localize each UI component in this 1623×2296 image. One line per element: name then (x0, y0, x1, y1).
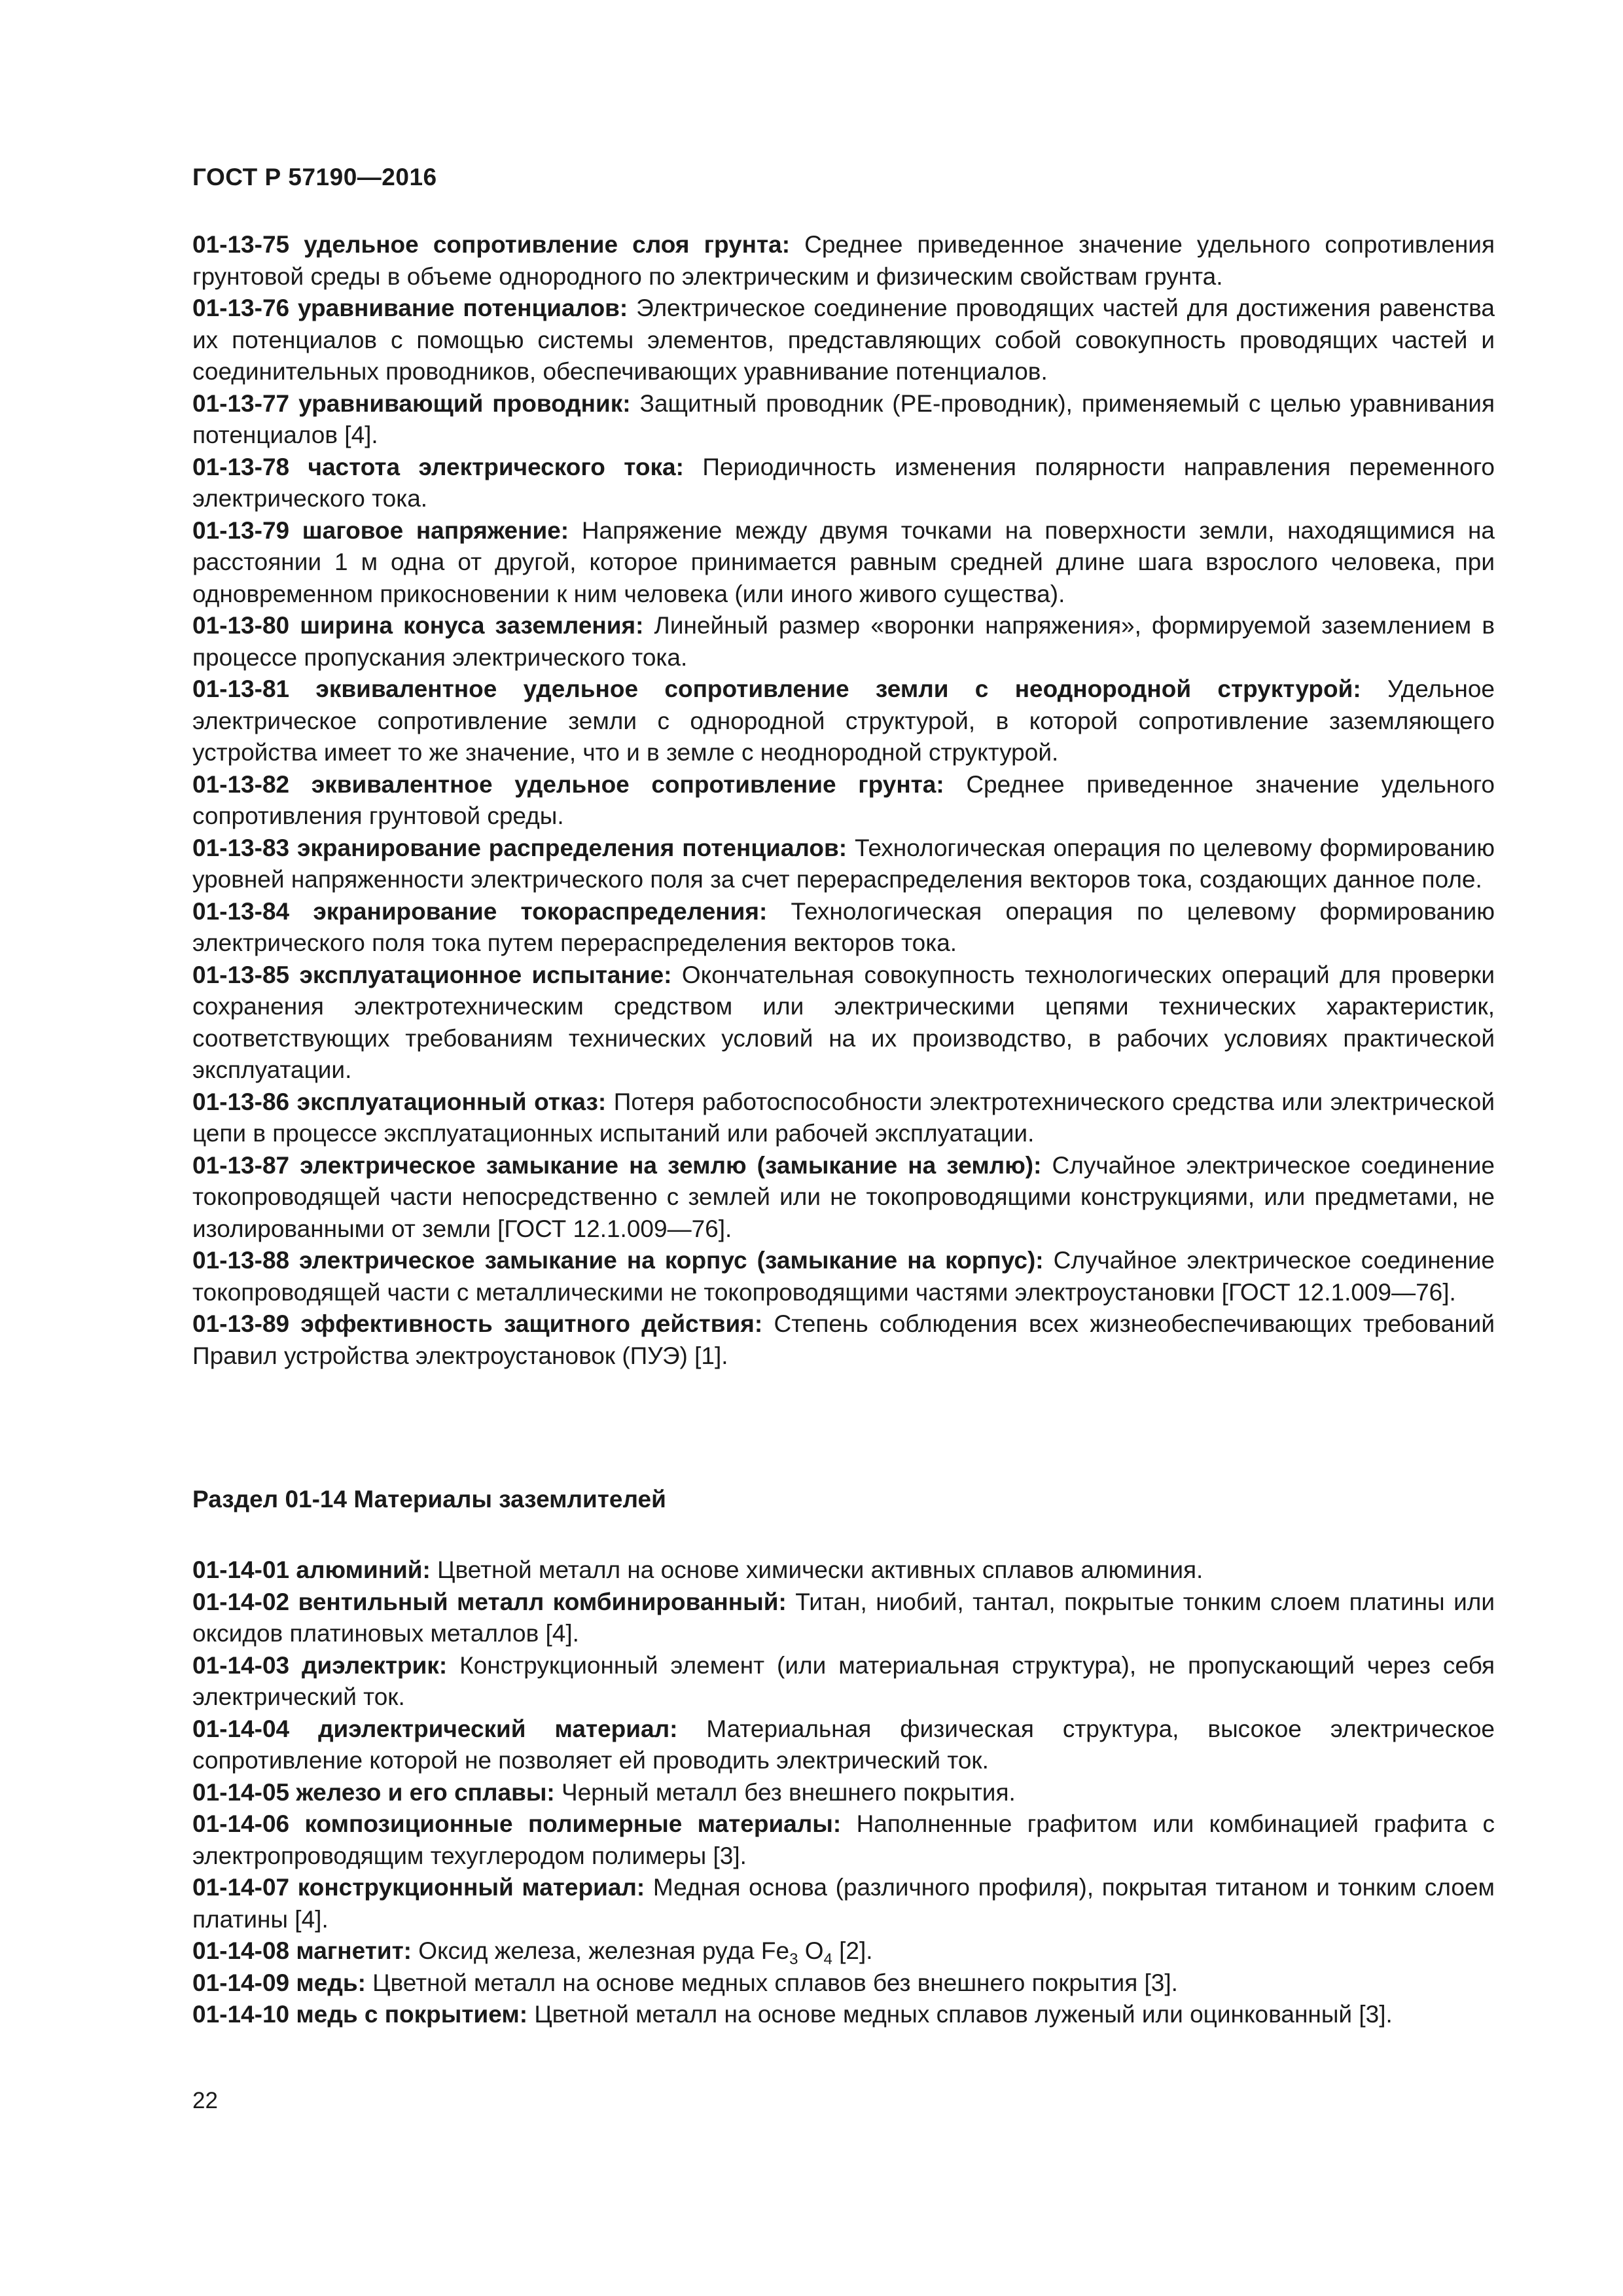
term-definition: Титан, ниобий, тантал, покрытые тонким слоем платины или оксидов платиновых металлов [4]. (192, 1588, 1495, 1647)
term-definition: Окончательная совокупность технологических операций для проверки сохранения электротехническим средством или электрическими цепями технических характеристик, соответствующих требованиям технических условий на их производство, в рабочих условиях практической эксплуатации. (192, 961, 1495, 1083)
term-title: 01-14-07 конструкционный материал: (192, 1874, 645, 1901)
term-title: 01-13-76 уравнивание потенциалов: (192, 295, 628, 321)
formula-text: Оксид железа, железная руда Fe (418, 1937, 790, 1964)
term-entry (192, 1713, 1495, 1777)
section-13-entries (192, 229, 1495, 1372)
term-entry (192, 896, 1495, 960)
term-definition: Удельное электрическое сопротивление земли с однородной структурой, в которой сопротивление заземляющего устройства имеет то же значение, что и в земле с неоднородной структурой. (192, 675, 1495, 766)
term-entry (192, 452, 1495, 515)
term-definition: Защитный проводник (PE-проводник), применяемый с целью уравнивания потенциалов [4]. (192, 389, 1495, 448)
term-entry (192, 1935, 1495, 1967)
term-definition: Линейный размер «воронки напряжения», формируемой заземлением в процессе пропускания электрического тока. (192, 612, 1495, 671)
term-definition: Периодичность изменения полярности направления переменного электрического тока. (192, 453, 1495, 512)
term-title: 01-13-84 экранирование токораспределения: (192, 897, 768, 925)
term-definition: Электрическое соединение проводящих частей для достижения равенства их потенциалов с помощью системы элементов, представляющих собой совокупность проводящих частей и соединительных проводников, обеспечивающих уравнивание потенциалов. (192, 295, 1495, 385)
term-title: 01-14-04 диэлектрический материал: (192, 1715, 678, 1742)
term-title: 01-14-03 диэлектрик: (192, 1651, 448, 1679)
term-definition: Цветной металл на основе медных сплавов луженый или оцинкованный [3]. (534, 2001, 1393, 2028)
term-definition: Потеря работоспособности электротехнического средства или электрической цепи в процессе эксплуатационных испытаний или рабочей эксплуатации. (192, 1088, 1495, 1147)
term-title: 01-14-01 алюминий: (192, 1556, 431, 1583)
term-entry (192, 1872, 1495, 1935)
term-entry (192, 1086, 1495, 1150)
term-title: 01-14-05 железо и его сплавы: (192, 1778, 555, 1806)
subscript: 4 (823, 1950, 832, 1968)
term-entry (192, 769, 1495, 833)
formula-text: [2]. (832, 1937, 873, 1964)
term-definition: Среднее приведенное значение удельного сопротивления грунтовой среды в объеме однородного по электрическим и физическим свойствам грунта. (192, 231, 1495, 290)
term-definition: Технологическая операция по целевому формированию электрического поля тока путем перераспределения векторов тока. (192, 897, 1495, 956)
page-number: 22 (192, 2088, 218, 2113)
term-title: 01-13-81 эквивалентное удельное сопротивление земли с неоднородной структурой: (192, 675, 1361, 702)
term-definition: Наполненные графитом или комбинацией графита с электропроводящим техуглеродом полимеры [3]. (192, 1810, 1495, 1869)
term-entry (192, 960, 1495, 1086)
term-definition: Цветной металл на основе химически активных сплавов алюминия. (437, 1556, 1204, 1583)
term-entry (192, 1150, 1495, 1246)
term-entry (192, 1999, 1495, 2031)
term-entry (192, 293, 1495, 388)
term-entry (192, 1808, 1495, 1872)
term-entry (192, 1308, 1495, 1372)
term-entry (192, 1967, 1495, 2000)
term-entry (192, 610, 1495, 673)
formula-text: O (798, 1937, 824, 1964)
term-definition: Случайное электрическое соединение токопроводящей части с металлическими не токопроводящими частями электроустановки [ГОСТ 12.1.009—76]. (192, 1247, 1495, 1306)
term-title: 01-13-75 удельное сопротивление слоя грунта: (192, 231, 791, 258)
term-title: 01-14-02 вентильный металл комбинированный: (192, 1588, 787, 1615)
term-definition: Степень соблюдения всех жизнеобеспечивающих требований Правил устройства электроустановок (ПУЭ) [1]. (192, 1310, 1495, 1369)
term-definition: Конструкционный элемент (или материальная структура), не пропускающий через себя электрический ток. (192, 1651, 1495, 1710)
term-entry (192, 229, 1495, 293)
term-title: 01-14-08 магнетит: (192, 1937, 412, 1964)
term-entry (192, 515, 1495, 611)
term-definition (418, 1937, 873, 1968)
term-title: 01-13-87 электрическое замыкание на землю (замыкание на землю): (192, 1151, 1042, 1179)
term-entry (192, 1587, 1495, 1650)
term-definition: Материальная физическая структура, высокое электрическое сопротивление которой не позволяет ей проводить электрический ток. (192, 1715, 1495, 1774)
term-definition: Технологическая операция по целевому формированию уровней напряженности электрического поля за счет перераспределения векторов тока, создающих данное поле. (192, 834, 1495, 893)
term-title: 01-13-79 шаговое напряжение: (192, 516, 569, 544)
term-entry (192, 833, 1495, 896)
term-definition: Среднее приведенное значение удельного сопротивления грунтовой среды. (192, 770, 1495, 829)
term-entry (192, 1245, 1495, 1308)
term-entry (192, 388, 1495, 452)
term-title: 01-13-78 частота электрического тока: (192, 453, 684, 480)
term-title: 01-13-83 экранирование распределения потенциалов: (192, 834, 847, 861)
term-definition: Цветной металл на основе медных сплавов без внешнего покрытия [3]. (372, 1969, 1178, 1996)
term-entry (192, 1777, 1495, 1809)
term-definition: Напряжение между двумя точками на поверхности земли, находящимися на расстоянии 1 м одна от другой, которое принимается равным средней длине шага взрослого человека, при одновременном прикосновении к ним человека (или иного живого существа). (192, 516, 1495, 607)
section-title: Раздел 01-14 Материалы заземлителей (192, 1486, 666, 1513)
term-title: 01-14-06 композиционные полимерные материалы: (192, 1810, 842, 1837)
term-title: 01-14-09 медь: (192, 1969, 366, 1996)
document-header: ГОСТ Р 57190—2016 (192, 164, 437, 190)
term-title: 01-14-10 медь с покрытием: (192, 2001, 528, 2028)
term-title: 01-13-82 эквивалентное удельное сопротивление грунта: (192, 770, 944, 798)
term-title: 01-13-86 эксплуатационный отказ: (192, 1088, 607, 1115)
term-title: 01-13-80 ширина конуса заземления: (192, 612, 644, 639)
subscript: 3 (789, 1950, 798, 1968)
term-title: 01-13-77 уравнивающий проводник: (192, 389, 631, 417)
term-entry (192, 1650, 1495, 1713)
term-definition: Черный металл без внешнего покрытия. (562, 1778, 1016, 1806)
term-definition: Случайное электрическое соединение токопроводящей части непосредственно с землей или не токопроводящими конструкциями, или предметами, не изолированными от земли [ГОСТ 12.1.009—76]. (192, 1151, 1495, 1242)
term-title: 01-13-88 электрическое замыкание на корпус (замыкание на корпус): (192, 1247, 1044, 1274)
term-entry (192, 1554, 1495, 1587)
term-title: 01-13-89 эффективность защитного действия: (192, 1310, 763, 1337)
term-definition: Медная основа (различного профиля), покрытая титаном и тонким слоем платины [4]. (192, 1874, 1495, 1933)
term-title: 01-13-85 эксплуатационное испытание: (192, 961, 672, 988)
term-entry (192, 673, 1495, 769)
section-14-entries (192, 1554, 1495, 2031)
